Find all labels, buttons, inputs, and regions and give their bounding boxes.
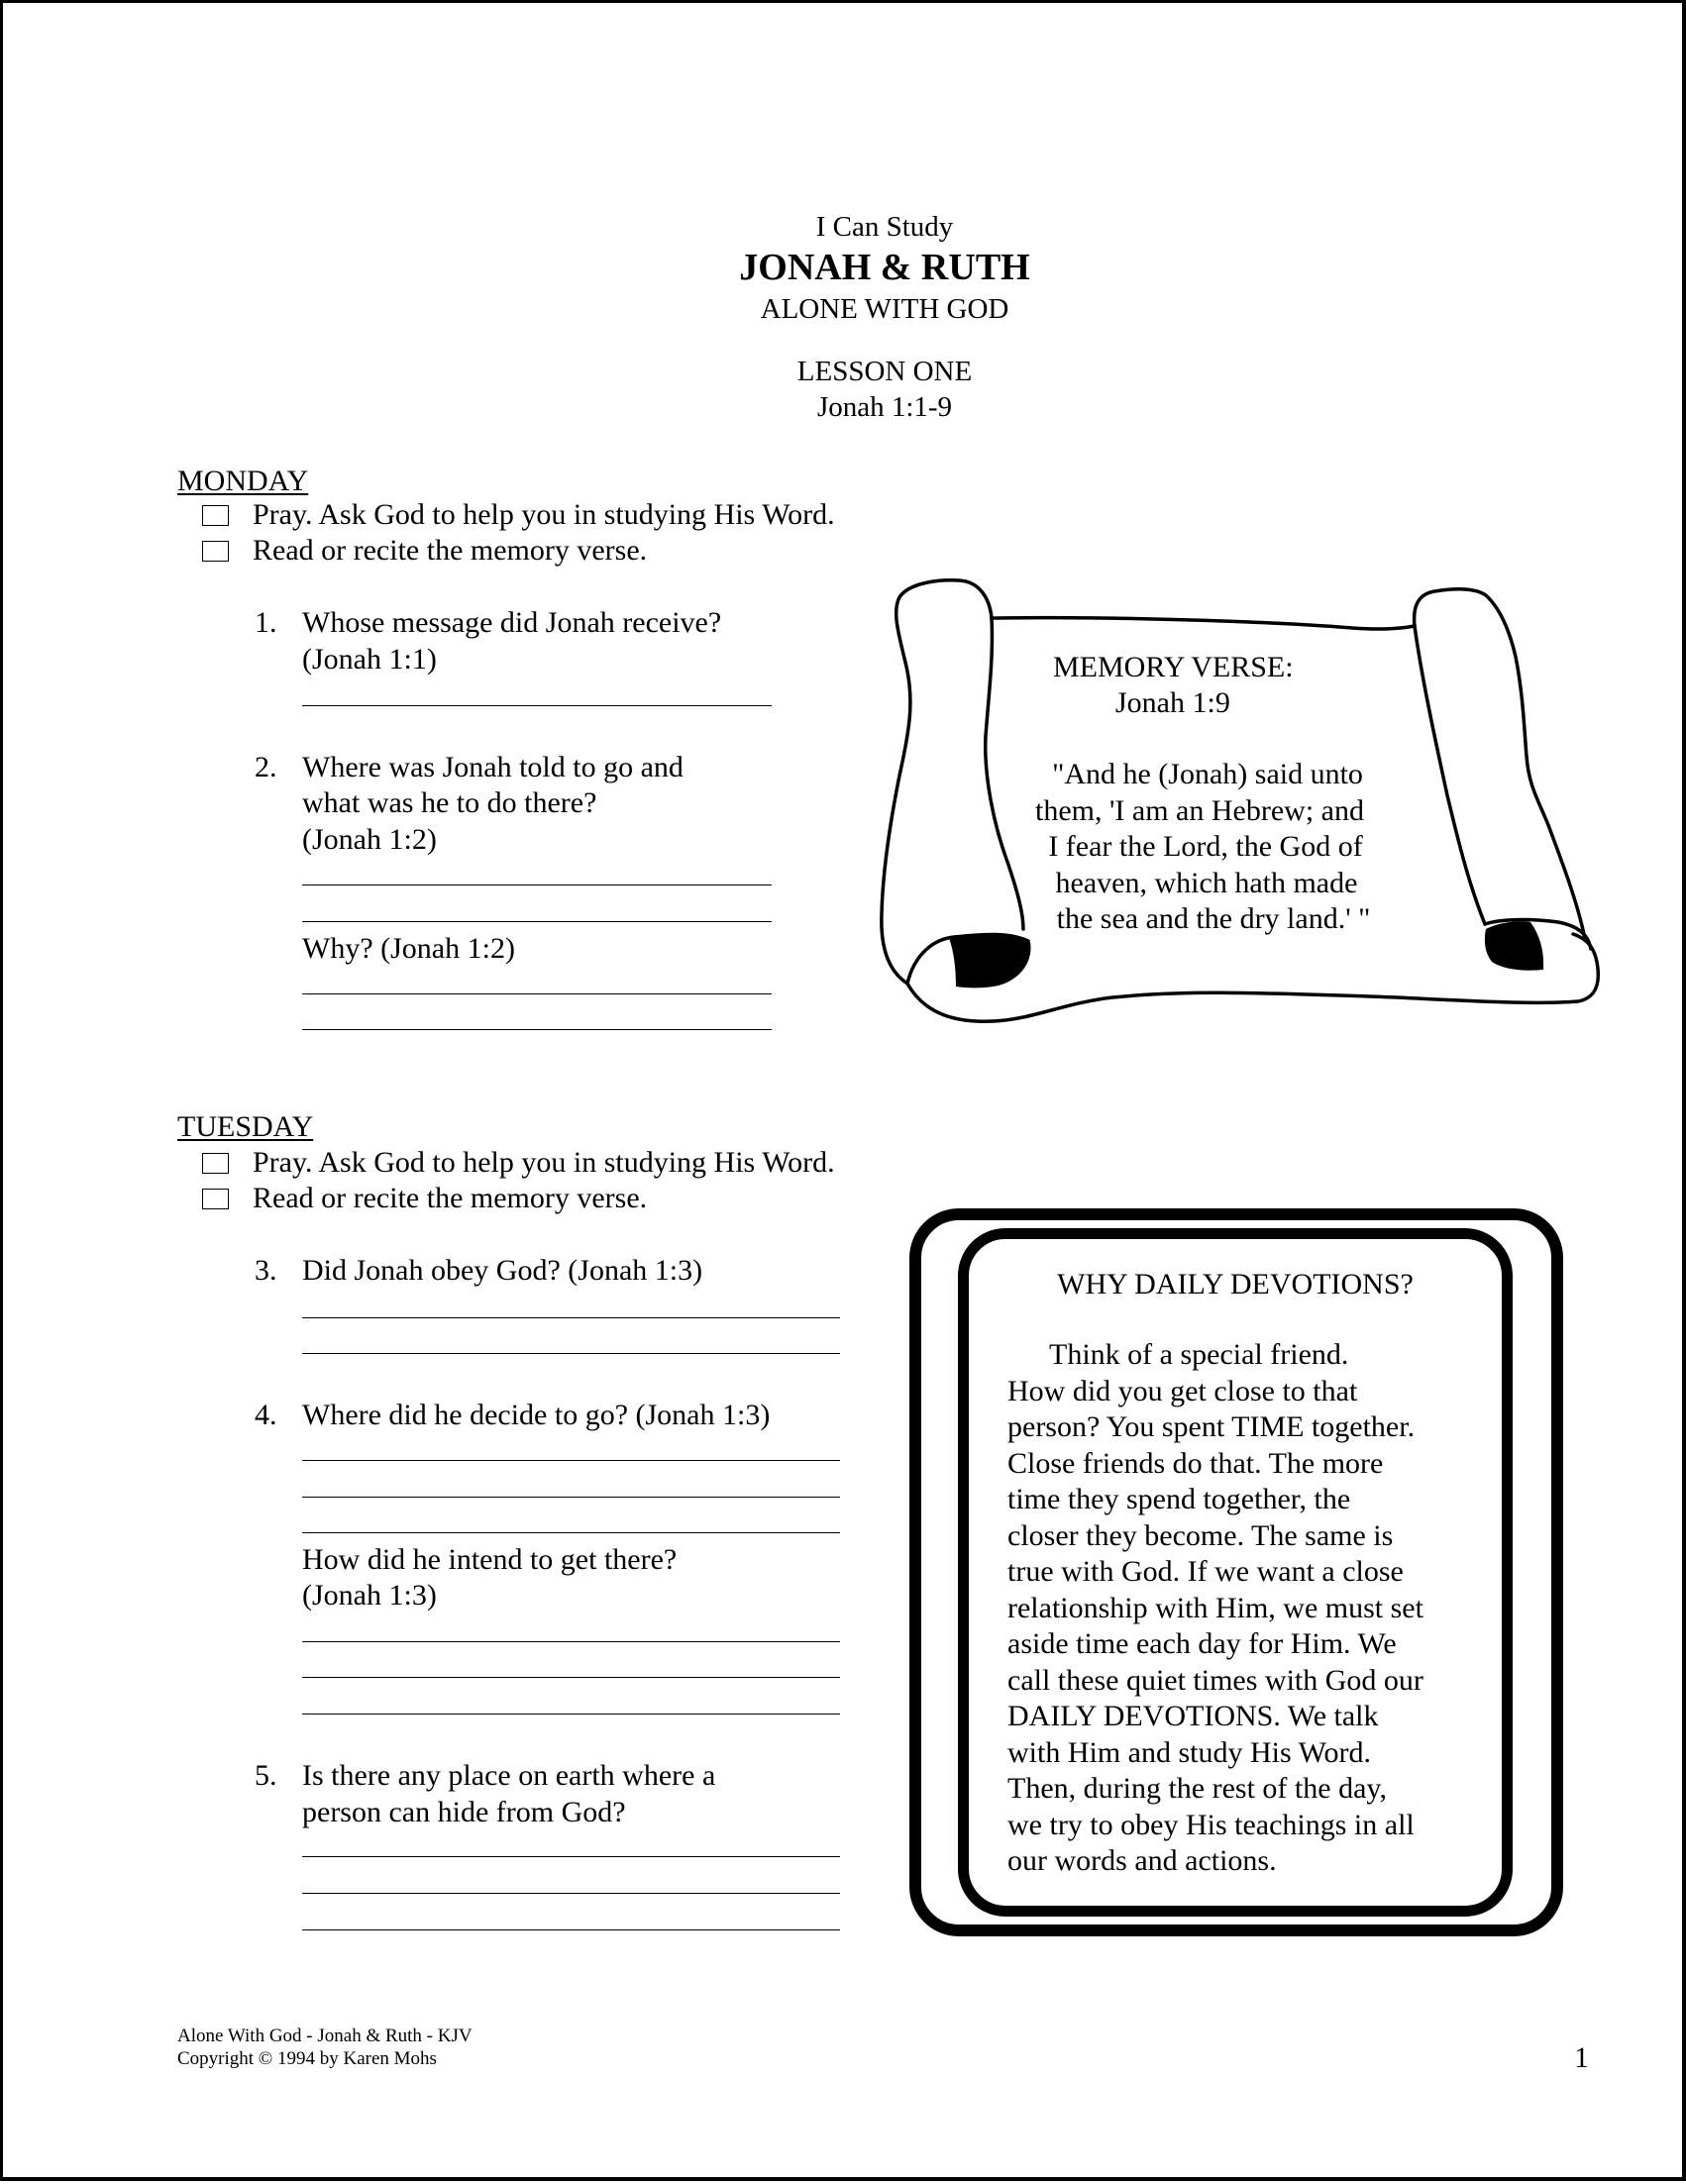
page-number: 1 [1574,2041,1589,2074]
answer-line-q3a[interactable] [302,1317,840,1318]
devotions-line: DAILY DEVOTIONS. We talk [1007,1700,1379,1732]
question-text: Where was Jonah told to go and [302,751,684,783]
memory-verse-heading: MEMORY VERSE: [1053,651,1294,683]
day-heading-tuesday: TUESDAY [177,1110,314,1143]
question-text: person can hide from God? [302,1796,626,1828]
devotions-line: we try to obey His teachings in all [1007,1809,1415,1841]
question-text: what was he to do there? [302,786,597,819]
footer-book-title: Alone With God - Jonah & Ruth - KJV [177,2026,473,2046]
question-text: How did he intend to get there? [302,1543,678,1576]
devotions-line: How did you get close to that [1007,1375,1358,1407]
answer-line-q5a[interactable] [302,1856,840,1857]
answer-line-q4a[interactable] [302,1460,840,1461]
devotions-line: Close friends do that. The more [1007,1447,1384,1480]
question-text: Why? (Jonah 1:2) [302,932,515,965]
answer-line-q5c[interactable] [302,1929,840,1930]
answer-line-q4b[interactable] [302,1497,840,1498]
answer-line-q3b[interactable] [302,1353,840,1354]
devotions-line: closer they become. The same is [1007,1519,1394,1552]
lesson-label: LESSON ONE [796,356,973,387]
lesson-passage: Jonah 1:1-9 [816,391,953,423]
checklist-label: Pray. Ask God to help you in studying His Word. [253,1146,835,1179]
devotions-line: call these quiet times with God our [1007,1664,1423,1697]
devotions-line: our words and actions. [1007,1844,1277,1877]
memory-verse-line: them, 'I am an Hebrew; and [1035,794,1364,827]
answer-line-q5b[interactable] [302,1893,840,1894]
memory-verse-line: the sea and the dry land.' " [1056,902,1371,935]
checkbox-tuesday-memory-verse[interactable] [202,1189,229,1209]
footer-copyright: Copyright © 1994 by Karen Mohs [177,2048,437,2069]
question-text: Did Jonah obey God? (Jonah 1:3) [302,1254,703,1287]
answer-line-how-c[interactable] [302,1714,840,1715]
answer-line-how-b[interactable] [302,1677,840,1678]
question-number: 3. [255,1254,277,1287]
devotions-line: true with God. If we want a close [1007,1555,1404,1588]
question-text: Where did he decide to go? (Jonah 1:3) [302,1399,771,1431]
devotions-line: relationship with Him, we must set [1007,1592,1423,1624]
memory-verse-reference: Jonah 1:9 [1115,686,1230,719]
devotions-line: person? You spent TIME together. [1007,1410,1416,1443]
checklist-label: Read or recite the memory verse. [253,1182,648,1214]
question-reference: (Jonah 1:2) [302,823,437,856]
answer-line-q4c[interactable] [302,1532,840,1533]
memory-verse-line: heaven, which hath made [1055,867,1358,899]
question-number: 2. [255,751,277,783]
page-subtitle: ALONE WITH GOD [760,293,1009,325]
question-text: Whose message did Jonah receive? [302,606,722,639]
devotions-line: aside time each day for Him. We [1007,1627,1397,1660]
checkbox-tuesday-pray[interactable] [202,1153,229,1174]
question-reference: (Jonah 1:1) [302,643,437,676]
question-reference: (Jonah 1:3) [302,1579,437,1612]
kicker-text: I Can Study [815,211,954,243]
question-text: Is there any place on earth where a [302,1759,716,1792]
page-title: JONAH & RUTH [739,247,1030,288]
devotions-line: Then, during the rest of the day, [1007,1772,1387,1805]
answer-line-how-a[interactable] [302,1641,840,1642]
devotions-title: WHY DAILY DEVOTIONS? [1057,1268,1414,1300]
day-heading-monday: MONDAY [177,465,309,497]
devotions-line: with Him and study His Word. [1007,1736,1372,1769]
checklist-label: Pray. Ask God to help you in studying His Word. [253,498,835,531]
memory-verse-line: "And he (Jonah) said unto [1052,758,1363,790]
checklist-label: Read or recite the memory verse. [253,534,648,567]
question-number: 1. [255,606,277,639]
memory-verse-line: I fear the Lord, the God of [1048,830,1363,863]
question-number: 4. [255,1399,277,1431]
devotions-line: time they spend together, the [1007,1483,1351,1515]
question-number: 5. [255,1759,277,1792]
devotions-line: Think of a special friend. [1049,1338,1349,1371]
